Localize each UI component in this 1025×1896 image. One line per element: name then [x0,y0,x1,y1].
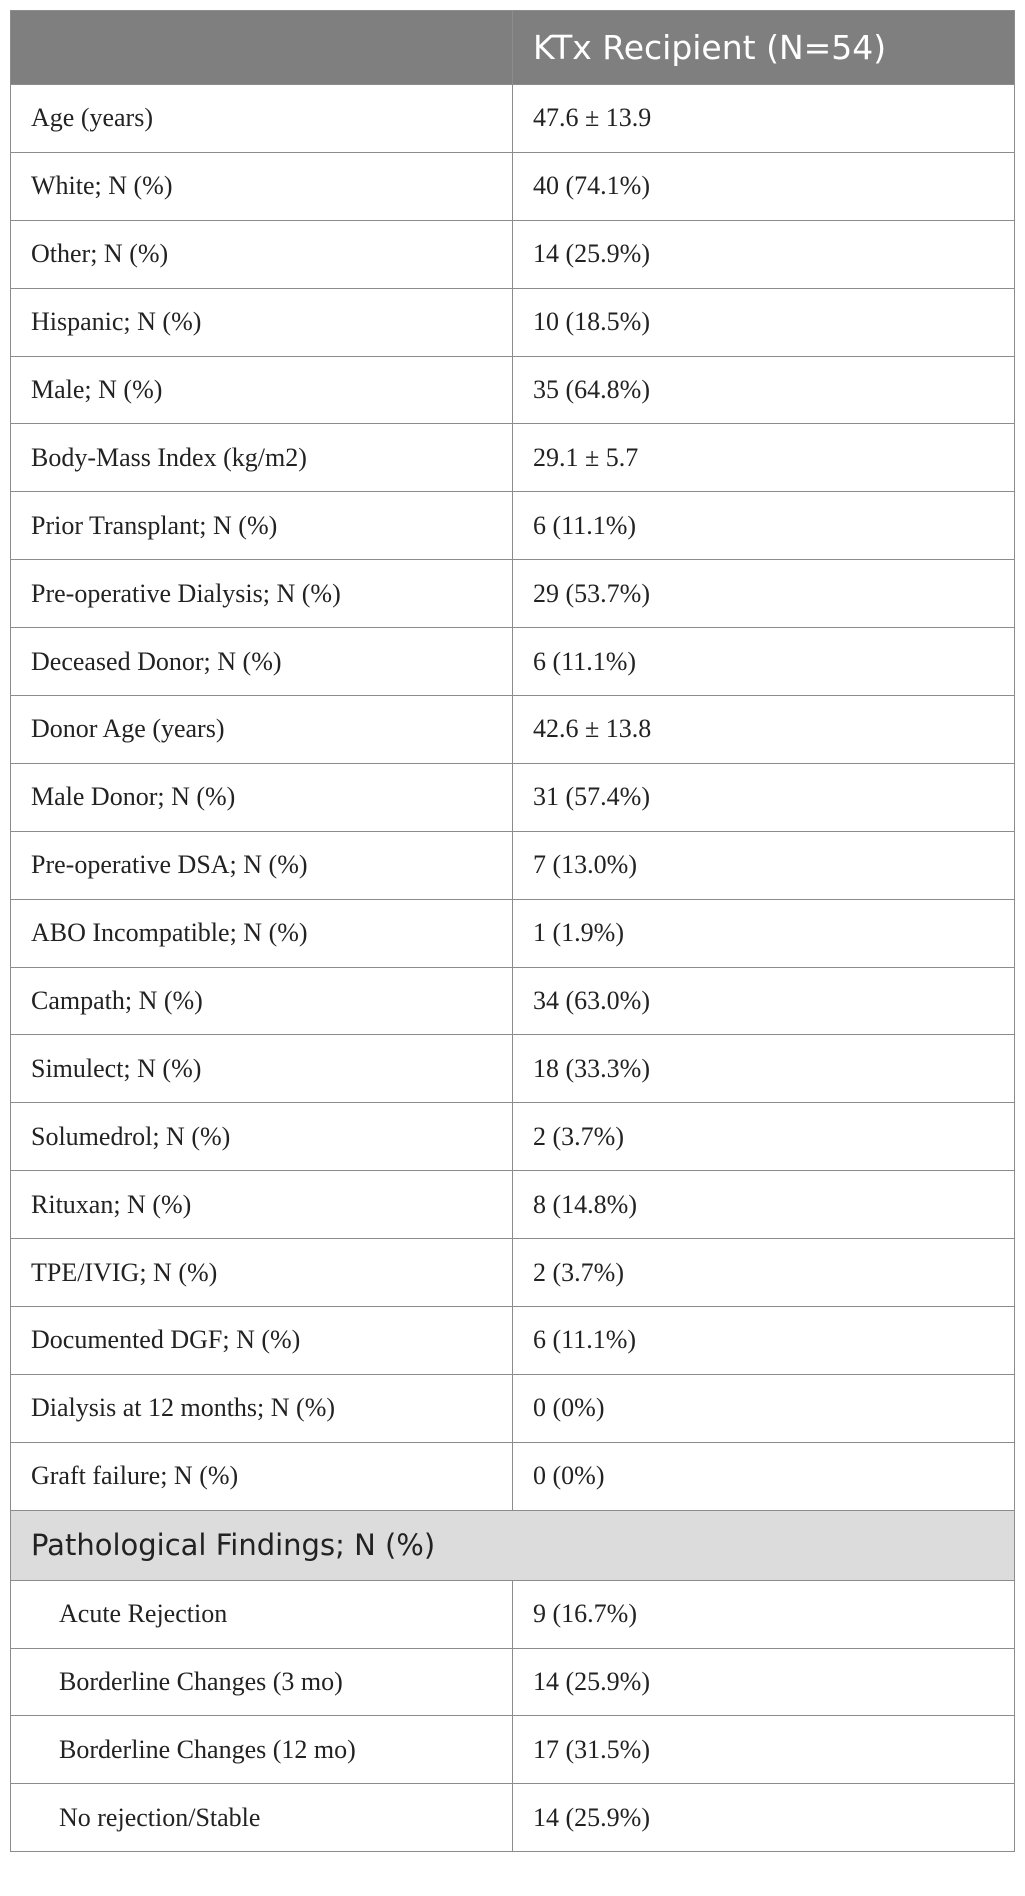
demographics-table [10,10,1015,1852]
row-value: 6 (11.1%) [513,1307,1015,1375]
row-value: 35 (64.8%) [513,356,1015,424]
table-header-row [11,11,1015,85]
row-value: 6 (11.1%) [513,492,1015,560]
table-row [11,1103,1015,1171]
row-label: Male Donor; N (%) [11,763,513,831]
row-label: Other; N (%) [11,220,513,288]
table-row [11,424,1015,492]
row-value: 34 (63.0%) [513,967,1015,1035]
row-label: Borderline Changes (3 mo) [11,1648,513,1716]
table-row [11,628,1015,696]
section-header-row [11,1510,1015,1580]
row-value: 1 (1.9%) [513,899,1015,967]
section-title: Pathological Findings; N (%) [11,1510,1015,1580]
table-row [11,152,1015,220]
table-row [11,1171,1015,1239]
row-value: 42.6 ± 13.8 [513,696,1015,764]
row-label: Hispanic; N (%) [11,288,513,356]
header-cell-characteristic [11,11,513,85]
row-value: 2 (3.7%) [513,1239,1015,1307]
row-label: Graft failure; N (%) [11,1442,513,1510]
row-value: 18 (33.3%) [513,1035,1015,1103]
table-row [11,1307,1015,1375]
row-value: 9 (16.7%) [513,1580,1015,1648]
row-value: 14 (25.9%) [513,1648,1015,1716]
row-value: 14 (25.9%) [513,220,1015,288]
table-row [11,1239,1015,1307]
table-row [11,1035,1015,1103]
table-row [11,288,1015,356]
row-label: Campath; N (%) [11,967,513,1035]
row-label: Rituxan; N (%) [11,1171,513,1239]
table-row [11,1784,1015,1852]
table-row [11,1580,1015,1648]
table-row [11,1442,1015,1510]
header-cell-ktx-recipient: KTx Recipient (N=54) [513,11,1015,85]
table-row [11,1648,1015,1716]
row-label: TPE/IVIG; N (%) [11,1239,513,1307]
row-label: No rejection/Stable [11,1784,513,1852]
row-label: Male; N (%) [11,356,513,424]
row-value: 29 (53.7%) [513,560,1015,628]
row-value: 40 (74.1%) [513,152,1015,220]
row-value: 0 (0%) [513,1374,1015,1442]
row-value: 8 (14.8%) [513,1171,1015,1239]
row-label: Dialysis at 12 months; N (%) [11,1374,513,1442]
table-row [11,1716,1015,1784]
row-value: 6 (11.1%) [513,628,1015,696]
row-value: 29.1 ± 5.7 [513,424,1015,492]
row-value: 14 (25.9%) [513,1784,1015,1852]
row-value: 47.6 ± 13.9 [513,85,1015,153]
row-value: 0 (0%) [513,1442,1015,1510]
table-row [11,220,1015,288]
row-label: Acute Rejection [11,1580,513,1648]
row-label: Pre-operative DSA; N (%) [11,831,513,899]
row-label: Simulect; N (%) [11,1035,513,1103]
demographics-table-container [10,10,1014,1852]
table-row [11,831,1015,899]
table-row [11,1374,1015,1442]
table-row [11,560,1015,628]
row-label: Age (years) [11,85,513,153]
table-row [11,356,1015,424]
row-label: Prior Transplant; N (%) [11,492,513,560]
table-row [11,492,1015,560]
table-row [11,899,1015,967]
table-row [11,696,1015,764]
row-value: 7 (13.0%) [513,831,1015,899]
row-value: 10 (18.5%) [513,288,1015,356]
row-label: Documented DGF; N (%) [11,1307,513,1375]
row-label: Body-Mass Index (kg/m2) [11,424,513,492]
row-value: 31 (57.4%) [513,763,1015,831]
table-row [11,763,1015,831]
row-label: Deceased Donor; N (%) [11,628,513,696]
table-row [11,85,1015,153]
row-label: Donor Age (years) [11,696,513,764]
table-row [11,967,1015,1035]
row-value: 17 (31.5%) [513,1716,1015,1784]
row-label: Borderline Changes (12 mo) [11,1716,513,1784]
row-label: ABO Incompatible; N (%) [11,899,513,967]
row-label: Solumedrol; N (%) [11,1103,513,1171]
row-value: 2 (3.7%) [513,1103,1015,1171]
row-label: Pre-operative Dialysis; N (%) [11,560,513,628]
row-label: White; N (%) [11,152,513,220]
